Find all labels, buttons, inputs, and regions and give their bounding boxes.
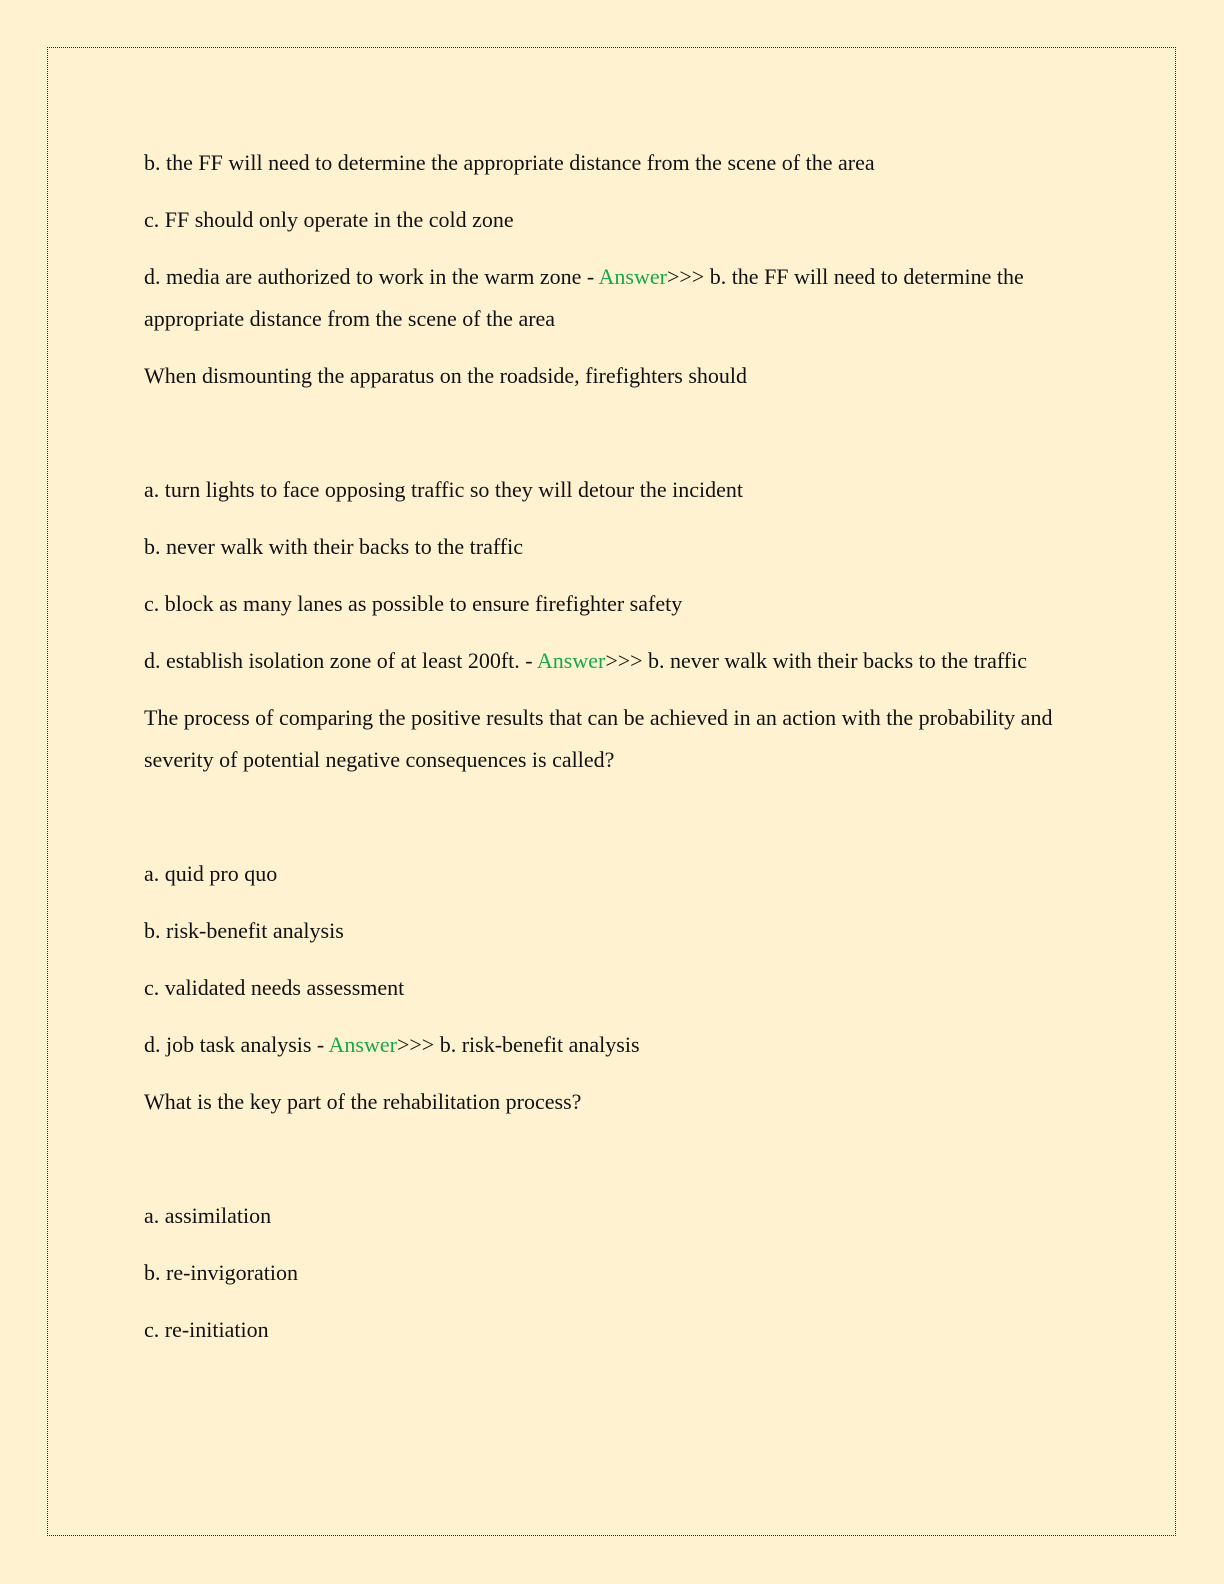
option-line: b. re-invigoration [144,1260,298,1285]
answer-line [144,640,1084,682]
answer-label: Answer [536,648,606,673]
option-line: c. re-initiation [144,1317,269,1342]
option-line: a. assimilation [144,1203,272,1228]
question-line: What is the key part of the rehabilitation process? [144,1089,582,1114]
answer-arrow: >>> [396,1032,440,1057]
option-line: c. FF should only operate in the cold zone [144,207,514,232]
answer-text: b. never walk with their backs to the traffic [648,648,1028,673]
answer-line [144,256,1084,340]
answer-text: b. risk-benefit analysis [439,1032,640,1057]
answer-line [144,1024,1084,1066]
answer-text: b. the FF will need to determine the appropriate distance from the scene of the area [144,264,1024,331]
option-text: d. establish isolation zone of at least 200ft. - [144,648,537,673]
question-line: When dismounting the apparatus on the roadside, firefighters should [144,363,748,388]
option-line: b. the FF will need to determine the appropriate distance from the scene of the area [144,150,875,175]
option-text: d. media are authorized to work in the warm zone - [144,264,599,289]
answer-arrow: >>> [666,264,710,289]
question-line: The process of comparing the positive results that can be achieved in an action with the probability and severity of potential negative consequences is called? [144,705,1053,772]
option-line: a. turn lights to face opposing traffic so they will detour the incident [144,477,743,502]
option-line: b. never walk with their backs to the traffic [144,534,523,559]
option-line: c. block as many lanes as possible to ensure firefighter safety [144,591,683,616]
option-line: b. risk-benefit analysis [144,918,344,943]
option-line: c. validated needs assessment [144,975,405,1000]
answer-label: Answer [328,1032,397,1057]
option-text: d. job task analysis - [144,1032,329,1057]
option-line: a. quid pro quo [144,861,278,886]
document-body [144,142,1084,1366]
answer-label: Answer [598,264,667,289]
answer-arrow: >>> [605,648,649,673]
